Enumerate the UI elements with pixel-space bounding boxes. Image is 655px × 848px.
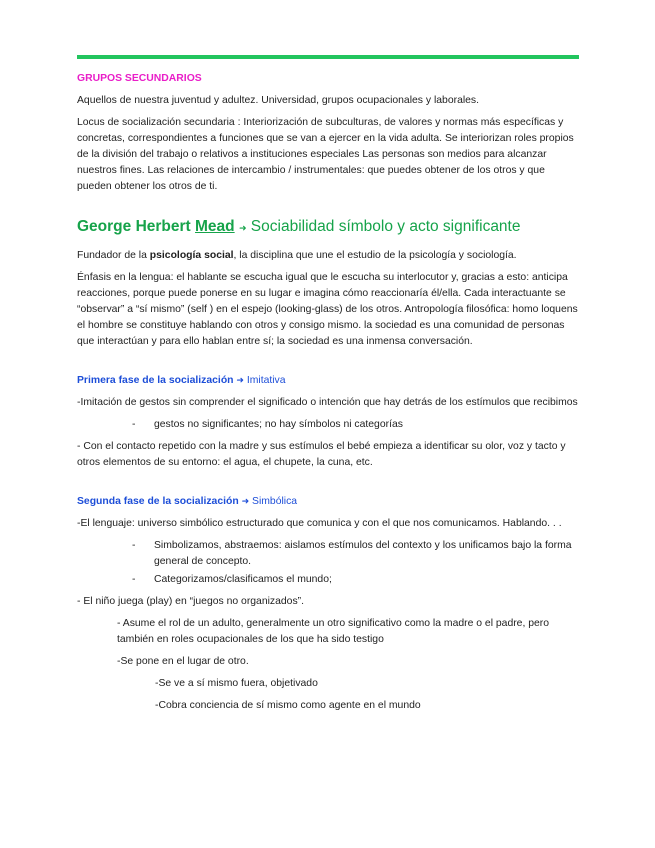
heading-mead — [77, 217, 582, 238]
list-item — [77, 538, 582, 570]
sub-sub-paragraph: -Se ve a sí mismo fuera, objetivado — [155, 678, 318, 689]
heading-primera-fase-title: Primera fase de la socialización — [77, 375, 234, 386]
paragraph: -El lenguaje: universo simbólico estructurado que comunica y con el que nos comunicamos. Hablando. . . — [77, 518, 562, 529]
sub-paragraph: -Se pone en el lugar de otro. — [117, 656, 249, 667]
arrow-icon: ➜ — [241, 496, 250, 506]
text-span: Fundador de la — [77, 250, 150, 261]
paragraph: -Imitación de gestos sin comprender el significado o intención que hay detrás de los estímulos que recibimos — [77, 397, 578, 408]
heading-primera-fase — [77, 372, 582, 389]
paragraph: Locus de socialización secundaria : Interiorización de subculturas, de valores y normas más específicas y concretas, correspondientes a funciones que se van a ejercer en la vida adulta. Se interiorizan roles propios de la división del trabajo o relativos a instituciones especiales Las personas son medios para alcanzar nuestros fines. Las relaciones de intercambio / instrumentales: que puedes obtener de los otros y que pueden obtener los otros de ti. — [77, 117, 574, 192]
mead-link[interactable]: Mead — [195, 218, 235, 235]
green-divider — [77, 55, 579, 59]
heading-segunda-fase-subtitle: Simbólica — [249, 496, 298, 507]
bullet-dash: - — [132, 540, 136, 551]
bold-term: psicología social — [149, 250, 234, 261]
paragraph: - Con el contacto repetido con la madre y sus estímulos el bebé empieza a identificar su olor, voz y tacto y otros elementos de su entorno: el agua, el chupete, la cuna, etc. — [77, 441, 566, 468]
paragraph — [77, 248, 582, 264]
list-item-text: Categorizamos/clasificamos el mundo; — [154, 574, 332, 585]
list-item — [77, 572, 582, 588]
list-item-text: Simbolizamos, abstraemos: aislamos estímulos del contexto y los unificamos bajo la forma general de concepto. — [154, 540, 572, 567]
heading-grupos-secundarios: GRUPOS SECUNDARIOS — [77, 73, 202, 84]
heading-mead-name: George Herbert — [77, 218, 196, 235]
sub-sub-paragraph: -Cobra conciencia de sí mismo como agente en el mundo — [155, 700, 421, 711]
arrow-icon: ➜ — [238, 223, 247, 233]
paragraph: Énfasis en la lengua: el hablante se escucha igual que le escucha su interlocutor y, gracias a esto: anticipa reacciones, porque puede ponerse en su lugar e imagina cómo reaccionaría él/ella. Cada interactuante se “observar” a “sí mismo” (self ) en el espejo (looking-glass) de los otros. Antropología filosófica: homo loquens el hombre se constituye hablando con otros y consigo mismo. la sociedad es una comunidad de personas que interactúan y para ello hablan entre sí; la sociedad es una inmensa conversación. — [77, 272, 578, 347]
arrow-icon: ➜ — [236, 375, 244, 385]
heading-primera-fase-subtitle: Imitativa — [243, 375, 286, 386]
bullet-dash: - — [132, 419, 136, 430]
heading-segunda-fase-title: Segunda fase de la socialización — [77, 496, 239, 507]
sub-paragraph: - Asume el rol de un adulto, generalmente un otro significativo como la madre o el padre, pero también en roles ocupacionales de los que ha sido testigo — [117, 618, 550, 645]
list-item-text: gestos no significantes; no hay símbolos ni categorías — [154, 419, 403, 430]
list-item — [77, 417, 582, 433]
heading-segunda-fase — [77, 493, 582, 510]
paragraph: - El niño juega (play) en “juegos no organizados”. — [77, 596, 304, 607]
bullet-dash: - — [132, 574, 136, 585]
document-body — [77, 71, 582, 714]
paragraph: Aquellos de nuestra juventud y adultez. Universidad, grupos ocupacionales y laborales. — [77, 95, 480, 106]
heading-mead-subtitle: Sociabilidad símbolo y acto significante — [246, 218, 521, 235]
text-span: , la disciplina que une el estudio de la psicología y sociología. — [233, 250, 517, 261]
